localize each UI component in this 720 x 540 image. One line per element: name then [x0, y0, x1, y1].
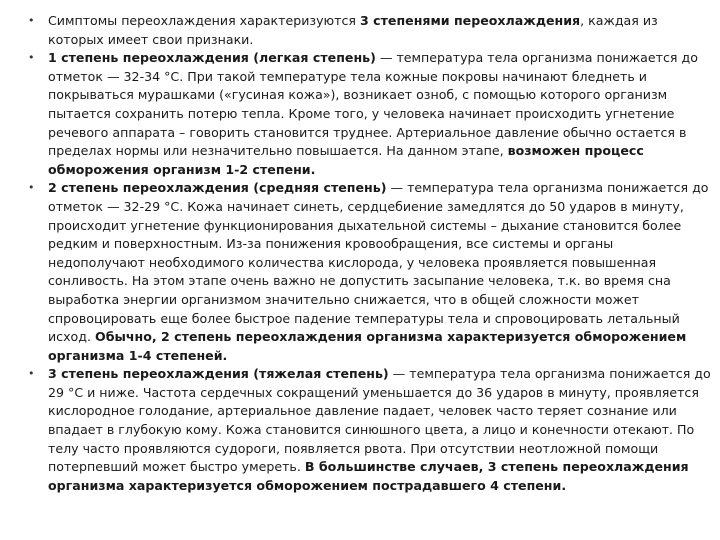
item-text-segment: — температура тела организма понижается до отметок — 32-29 °С. Кожа начинает синеть, сердцебиение замедлятся до 50 ударов в минуту, происходит угнетение функционирования дыхательной системы – дыхание становится более редким и поверхностным. Из-за понижения кровообращения, все системы и органы недополучают необходимого количества кислорода, у человека проявляется повышенная сонливость. На этом этапе очень важно не допустить засыпание человека, т.к. во время сна выработка энергии организмом значительно снижается, что в общей сложности может спровоцировать еще более быстрое падение температуры тела и спровоцировать летальный исход.	[48, 180, 709, 345]
bullet-icon: •	[28, 14, 35, 27]
item-bold-segment: Обычно, 2 степень переохлаждения организма характеризуется обморожением организма 1-4 степеней.	[48, 329, 687, 363]
bullet-icon: •	[28, 181, 35, 195]
bullet-icon: •	[28, 367, 35, 381]
bullet-item-intro	[28, 12, 714, 49]
item-bold-segment: 1 степень переохлаждения (легкая степень)	[48, 50, 376, 66]
item-bold-segment: возможен процесс обморожения организм 1-2 степени.	[48, 143, 644, 177]
item-text-segment: , каждая из которых имеет свои признаки.	[48, 13, 658, 47]
item-bold-segment: 3 степень переохлаждения (тяжелая степень)	[48, 366, 389, 382]
item-bold-segment: 2 степень переохлаждения (средняя степень)	[48, 180, 387, 196]
bullet-item-degree-3	[28, 365, 714, 495]
bullet-list	[28, 12, 714, 495]
item-bold-segment: В большинстве случаев, 3 степень переохлаждения организма характеризуется обморожением пострадавшего 4 степени.	[48, 459, 689, 493]
bullet-item-degree-2	[28, 179, 714, 365]
item-bold-segment: 3 степенями переохлаждения	[360, 13, 581, 28]
bullet-icon: •	[28, 51, 35, 65]
item-text-segment: — температура тела организма понижается до отметок — 32-34 °С. При такой температуре тела кожные покровы начинают бледнеть и покрываться мурашками («гусиная кожа»), возникает озноб, с помощью которого организм пытается сохранить потерю тепла. Кроме того, у человека начинает происходить угнетение речевого аппарата – говорить становится труднее. Артериальное давление обычно остается в пределах нормы или незначительно повышается. На данном этапе,	[48, 50, 698, 159]
item-text-segment: — температура тела организма понижается до 29 °С и ниже. Частота сердечных сокращений уменьшается до 36 ударов в минуту, проявляется кислородное голодание, артериальное давление падает, человек часто теряет сознание или впадает в глубокую кому. Кожа становится синюшного цвета, а лицо и конечности отекают. По телу часто проявляются судороги, появляется рвота. При отсутствии неотложной помощи потерпевший может быстро умереть.	[48, 366, 711, 475]
bullet-item-degree-1	[28, 49, 714, 179]
item-text-segment: Симптомы переохлаждения характеризуются	[48, 13, 360, 28]
